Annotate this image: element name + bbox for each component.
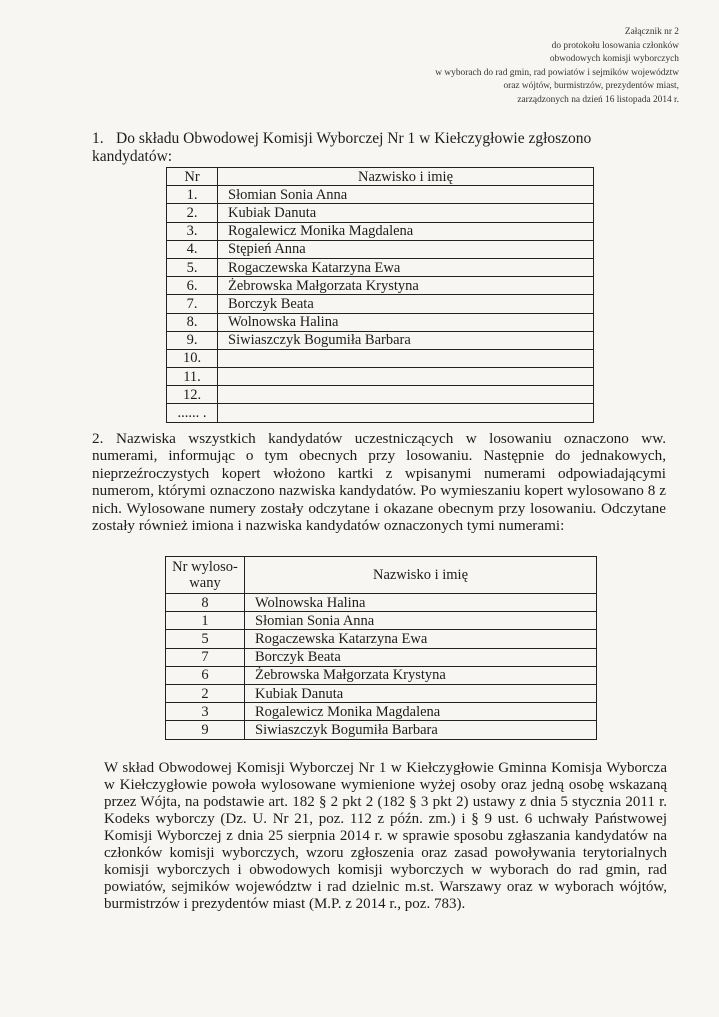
row-name: Siwiaszczyk Bogumiła Barbara bbox=[218, 331, 594, 349]
row-name: Słomian Sonia Anna bbox=[245, 612, 597, 630]
column-header-name: Nazwisko i imię bbox=[245, 557, 597, 594]
table-row bbox=[167, 222, 594, 240]
row-number: 4. bbox=[167, 240, 218, 258]
table-header-row bbox=[166, 557, 597, 594]
section-1-heading bbox=[92, 130, 672, 166]
row-name: Stępień Anna bbox=[218, 240, 594, 258]
row-number: 7. bbox=[167, 295, 218, 313]
table-row bbox=[166, 630, 597, 648]
row-name: Żebrowska Małgorzata Krystyna bbox=[218, 277, 594, 295]
table-row bbox=[166, 594, 597, 612]
header-line: Załącznik nr 2 bbox=[624, 27, 679, 37]
row-number: 7 bbox=[166, 648, 245, 666]
header-line: zarządzonych na dzień 16 listopada 2014 r. bbox=[517, 94, 679, 105]
table-row bbox=[166, 684, 597, 702]
table-row bbox=[167, 386, 594, 404]
row-number: 3. bbox=[167, 222, 218, 240]
table-row bbox=[167, 313, 594, 331]
column-header-drawn-nr: Nr wyloso-wany bbox=[166, 557, 245, 594]
table-row bbox=[167, 186, 594, 204]
row-name bbox=[218, 368, 594, 386]
row-number: 6. bbox=[167, 277, 218, 295]
table-row bbox=[166, 703, 597, 721]
header-line: do protokołu losowania członków bbox=[551, 40, 679, 51]
row-number: 1. bbox=[167, 186, 218, 204]
row-name: Rogalewicz Monika Magdalena bbox=[218, 222, 594, 240]
column-header-nr: Nr bbox=[167, 168, 218, 186]
row-number: 8 bbox=[166, 594, 245, 612]
annex-header bbox=[435, 26, 679, 108]
column-header-name: Nazwisko i imię bbox=[218, 168, 594, 186]
row-number: 1 bbox=[166, 612, 245, 630]
table-row bbox=[167, 349, 594, 367]
row-number: 12. bbox=[167, 386, 218, 404]
row-number: 6 bbox=[166, 666, 245, 684]
row-name: Rogaczewska Katarzyna Ewa bbox=[245, 630, 597, 648]
candidates-table bbox=[166, 167, 594, 423]
row-name: Żebrowska Małgorzata Krystyna bbox=[245, 666, 597, 684]
row-name: Rogaczewska Katarzyna Ewa bbox=[218, 258, 594, 276]
table-row bbox=[167, 368, 594, 386]
table-row bbox=[167, 240, 594, 258]
section-text: Nazwiska wszystkich kandydatów uczestniczących w losowaniu oznaczono ww. numerami, informując o tym obecnych przy losowaniu. Następnie do jednakowych, nieprzeźroczystych kopert włożono kartki z wpisanymi numerami odpowiadającymi numerom, którymi oznaczono nazwiska kandydatów. Po wymieszaniu kopert wylosowano 8 z nich. Wylosowane numery zostały odczytane i okazane obecnym przy losowaniu. Odczytane zostały również imiona i nazwiska kandydatów oznaczonych tymi numerami: bbox=[92, 430, 666, 535]
header-line: obwodowych komisji wyborczych bbox=[549, 54, 679, 65]
row-number: 5 bbox=[166, 630, 245, 648]
row-number: 11. bbox=[167, 368, 218, 386]
row-name: Borczyk Beata bbox=[218, 295, 594, 313]
row-number: 10. bbox=[167, 349, 218, 367]
row-name: Słomian Sonia Anna bbox=[218, 186, 594, 204]
row-number: 2 bbox=[166, 684, 245, 702]
section-number: 2. bbox=[92, 430, 104, 447]
row-number: 2. bbox=[167, 204, 218, 222]
row-number: 3 bbox=[166, 703, 245, 721]
table-row bbox=[166, 648, 597, 666]
closing-paragraph: W skład Obwodowej Komisji Wyborczej Nr 1 w Kiełczygłowie Gminna Komisja Wyborcza w Kiełczygłowie powoła wylosowane wymienione wyżej osoby oraz jedną osobę wskazaną przez Wójta, na podstawie art. 182 § 2 pkt 2 (182 § 3 pkt 2) ustawy z dnia 5 stycznia 2011 r. Kodeks wyborczy (Dz. U. Nr 21, poz. 112 z późn. zm.) i § 9 ust. 6 uchwały Państwowej Komisji Wyborczej z dnia 25 sierpnia 2014 r. w sprawie sposobu zgłaszania kandydatów na członków komisji wyborczych, wzoru zgłoszenia oraz zasad powoływania terytorialnych komisji wyborczych i obwodowych komisji wyborczych w wyborach do rad gmin, rad powiatów, sejmików województw i rad dzielnic m.st. Warszawy oraz w wyborach wójtów, burmistrzów i prezydentów miast (M.P. z 2014 r., poz. 783). bbox=[104, 760, 667, 912]
table-row bbox=[167, 277, 594, 295]
table-row bbox=[167, 331, 594, 349]
table-row bbox=[167, 258, 594, 276]
drawn-candidates-table bbox=[165, 556, 597, 740]
row-number: 8. bbox=[167, 313, 218, 331]
header-line: oraz wójtów, burmistrzów, prezydentów miast, bbox=[503, 81, 679, 92]
table-row bbox=[167, 404, 594, 422]
row-number: 9. bbox=[167, 331, 218, 349]
table-row bbox=[166, 612, 597, 630]
row-name: Kubiak Danuta bbox=[245, 684, 597, 702]
row-name bbox=[218, 404, 594, 422]
row-name bbox=[218, 349, 594, 367]
section-2-paragraph bbox=[92, 430, 666, 534]
table-row bbox=[166, 721, 597, 739]
table-row bbox=[167, 204, 594, 222]
row-number: 5. bbox=[167, 258, 218, 276]
row-name: Wolnowska Halina bbox=[218, 313, 594, 331]
row-name bbox=[218, 386, 594, 404]
row-number: ...... . bbox=[167, 404, 218, 422]
row-name: Rogalewicz Monika Magdalena bbox=[245, 703, 597, 721]
table-row bbox=[166, 666, 597, 684]
section-text: Do składu Obwodowej Komisji Wyborczej Nr 1 w Kiełczygłowie zgłoszono kandydatów: bbox=[92, 130, 592, 165]
row-name: Siwiaszczyk Bogumiła Barbara bbox=[245, 721, 597, 739]
row-name: Wolnowska Halina bbox=[245, 594, 597, 612]
row-name: Borczyk Beata bbox=[245, 648, 597, 666]
header-line: w wyborach do rad gmin, rad powiatów i sejmików województw bbox=[435, 67, 679, 78]
table-row bbox=[167, 295, 594, 313]
section-number: 1. bbox=[92, 130, 104, 147]
row-number: 9 bbox=[166, 721, 245, 739]
table-header-row bbox=[167, 168, 594, 186]
row-name: Kubiak Danuta bbox=[218, 204, 594, 222]
